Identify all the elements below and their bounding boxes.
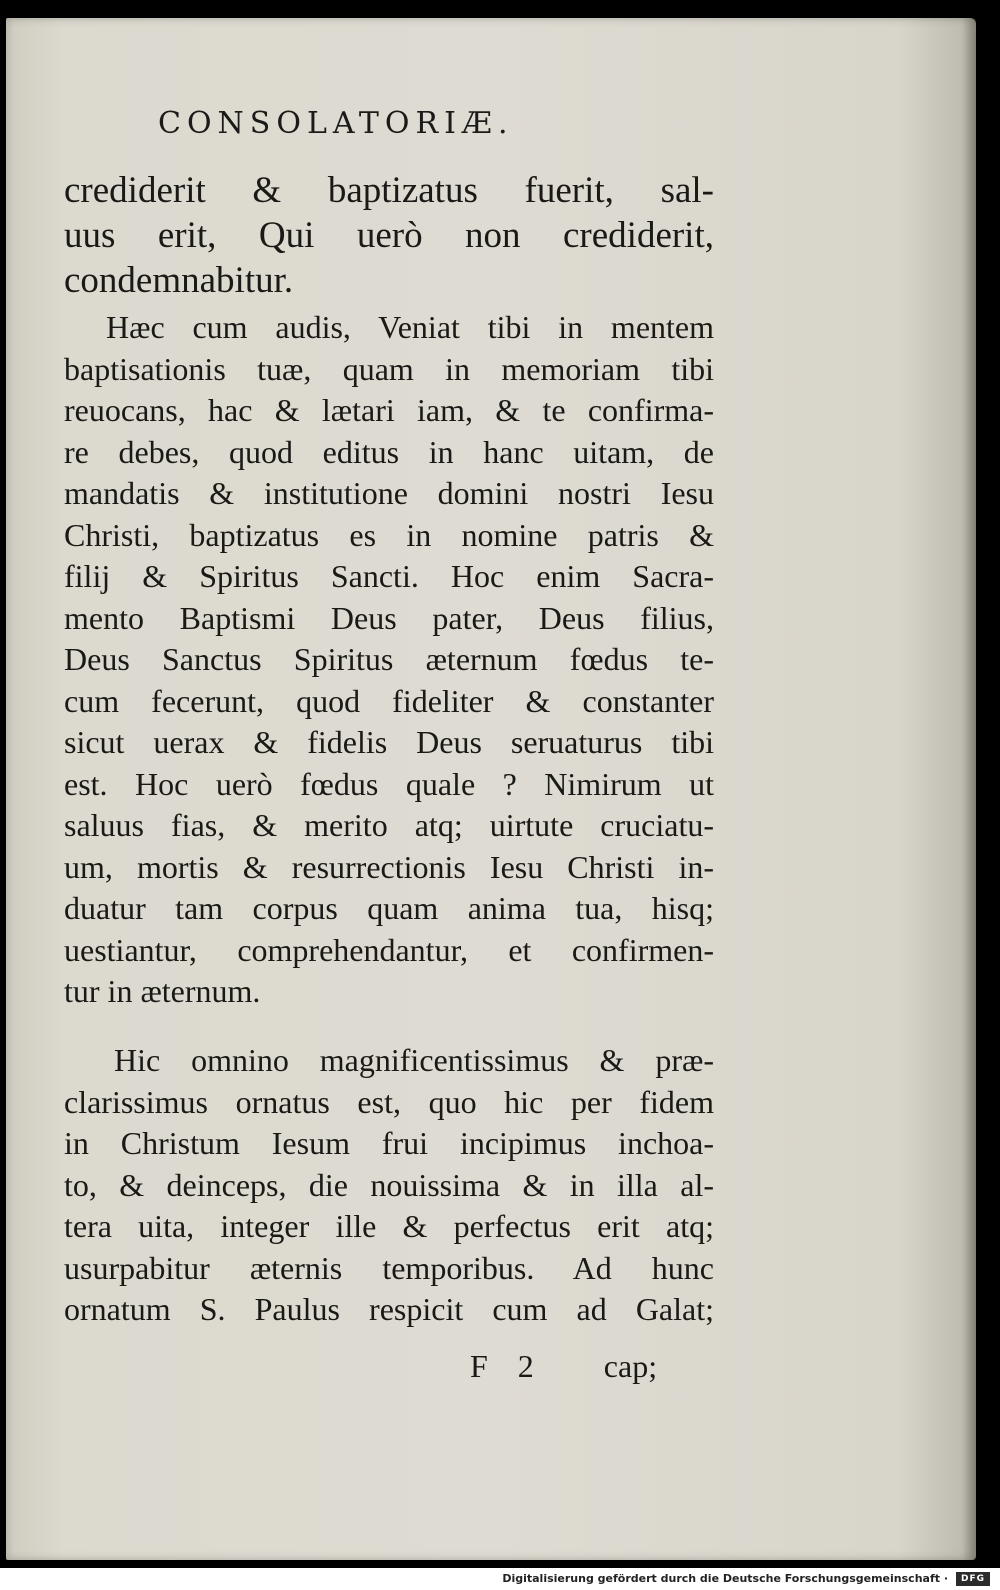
- text-line: mento Baptismi Deus pater, Deus filius,: [64, 599, 714, 636]
- text-line: cum fecerunt, quod fideliter & constanter: [64, 682, 714, 719]
- text-line: Hic omnino magnificentissimus & præ-: [114, 1042, 714, 1078]
- paragraph-1: [64, 168, 714, 303]
- text-line: ornatum S. Paulus respicit cum ad Galat;: [64, 1291, 714, 1327]
- signature-number: 2: [517, 1348, 534, 1384]
- text-line: re debes, quod editus in hanc uitam, de: [64, 433, 714, 470]
- text-line: duatur tam corpus quam anima tua, hisq;: [64, 890, 714, 926]
- text-line: crediderit & baptizatus fuerit, sal‑: [64, 170, 714, 211]
- text-line: Deus Sanctus Spiritus æternum fœdus te-: [64, 641, 714, 677]
- paragraph-2: [64, 307, 714, 1013]
- text-line: Christi, baptizatus es in nomine patris &: [64, 516, 714, 553]
- text-line: est. Hoc uerò fœdus quale ? Nimirum ut: [64, 765, 714, 802]
- footer-bar: [0, 1568, 1000, 1590]
- text-line: baptisationis tuæ, quam in memoriam tibi: [64, 350, 714, 387]
- footer-credit: Digitalisierung gefördert durch die Deutsche Forschungsgemeinschaft ·: [502, 1572, 948, 1585]
- book-page: [6, 18, 976, 1560]
- text-line: tera uita, integer ille & perfectus erit atq;: [64, 1208, 714, 1244]
- paragraph-3: [64, 1040, 714, 1331]
- catchword: cap;: [603, 1348, 658, 1384]
- dfg-logo-icon: DFG: [956, 1572, 990, 1586]
- signature-mark: F: [470, 1348, 488, 1384]
- running-head: CONSOLATORIÆ.: [158, 106, 514, 141]
- text-line: tur in æternum.: [64, 973, 261, 1009]
- text-line: filij & Spiritus Sancti. Hoc enim Sacra-: [64, 558, 714, 594]
- text-line: clarissimus ornatus est, quo hic per fidem: [64, 1083, 714, 1120]
- page-edge-shadow: [962, 18, 976, 1560]
- text-line: saluus fias, & merito atq; uirtute cruciatu-: [64, 807, 714, 843]
- text-line: condemnabitur.: [64, 260, 294, 301]
- text-line: uus erit, Qui uerò non crediderit,: [64, 215, 714, 256]
- text-line: um, mortis & resurrectionis Iesu Christi in-: [64, 848, 714, 885]
- text-line: reuocans, hac & lætari iam, & te confirma-: [64, 392, 714, 428]
- signature-line: [470, 1348, 657, 1385]
- main-text: [64, 168, 714, 1327]
- text-line: mandatis & institutione domini nostri Iesu: [64, 475, 714, 511]
- text-line: to, & deinceps, die nouissima & in illa al-: [64, 1166, 714, 1203]
- text-line: uestiantur, comprehendantur, et confirmen-: [64, 931, 714, 968]
- text-line: usurpabitur æternis temporibus. Ad hunc: [64, 1249, 714, 1286]
- text-line: in Christum Iesum frui incipimus inchoa-: [64, 1125, 714, 1161]
- text-line: sicut uerax & fidelis Deus seruaturus tibi: [64, 724, 714, 760]
- text-line: Hæc cum audis, Veniat tibi in mentem: [106, 309, 714, 345]
